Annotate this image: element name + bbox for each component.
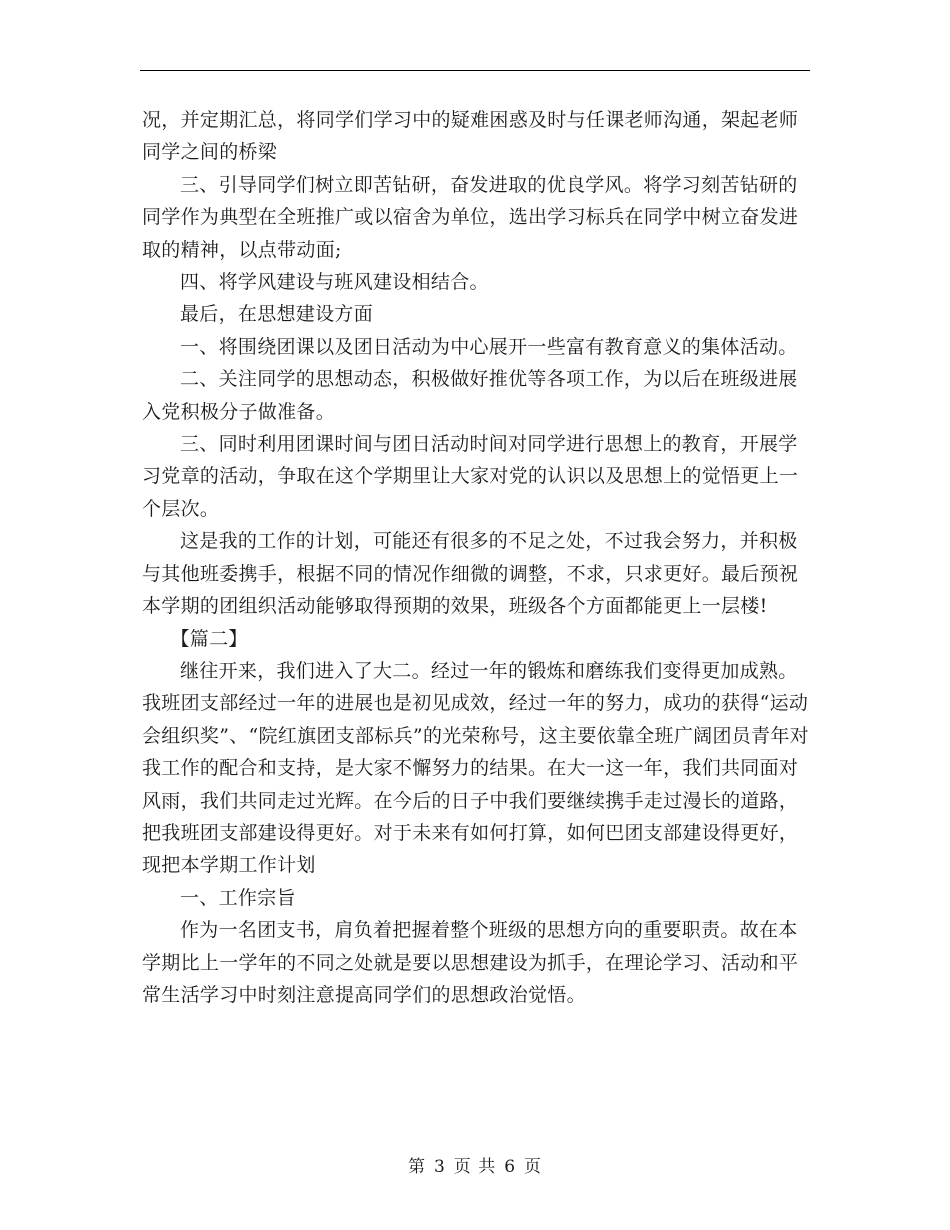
footer-page-number: 3 (433, 1157, 446, 1177)
paragraph: 二、关注同学的思想动态，积极做好推优等各项工作，为以后在班级进展入党积极分子做准备。 (142, 368, 798, 423)
paragraph: 这是我的工作的计划，可能还有很多的不足之处，不过我会努力，并积极与其他班委携手，根据不同的情况作细微的调整，不求，只求更好。最后预祝本学期的团组织活动能够取得预期的效果，班级各个方面都能更上一层楼! (142, 530, 799, 618)
document-body (142, 104, 814, 1011)
paragraph: 一、将围绕团课以及团日活动为中心展开一些富有教育意义的集体活动。 (180, 335, 798, 358)
footer-total-pages: 6 (504, 1157, 517, 1177)
header-rule (140, 70, 810, 71)
paragraph: 作为一名团支书，肩负着把握着整个班级的思想方向的重要职责。故在本学期比上一学年的不同之处就是要以思想建设为抓手，在理论学习、活动和平常生活学习中时刻注意提高同学们的思想政治觉悟。 (142, 919, 799, 1006)
page-footer (0, 1152, 950, 1177)
paragraph: 一、工作宗旨 (180, 886, 296, 909)
paragraph: 继往开来，我们进入了大二。经过一年的锻炼和磨练我们变得更加成熟。我班团支部经过一年的进展也是初见成效，经过一年的努力，成功的获得“运动会组织奖”、“院红旗团支部标兵”的光荣称号，这主要依靠全班广阔团员青年对我工作的配合和支持，是大家不懈努力的结果。在大一这一年，我们共同面对风雨，我们共同走过光辉。在今后的日子中我们要继续携手走过漫长的道路，把我班团支部建设得更好。对于未来有如何打算，如何巴团支部建设得更好，现把本学期工作计划 (142, 659, 809, 877)
footer-middle: 页 共 (453, 1157, 497, 1177)
footer-prefix: 第 (407, 1157, 426, 1177)
paragraph: 三、同时利用团课时间与团日活动时间对同学进行思想上的教育，开展学习党章的活动，争取在这个学期里让大家对党的认识以及思想上的觉悟更上一个层次。 (142, 433, 799, 520)
paragraph: 三、引导同学们树立即苦钻研，奋发进取的优良学风。将学习刻苦钻研的同学作为典型在全班推广或以宿舍为单位，选出学习标兵在同学中树立奋发进取的精神，以点带动面; (142, 173, 799, 261)
paragraph: 况，并定期汇总，将同学们学习中的疑难困惑及时与任课老师沟通，架起老师同学之间的桥梁 (142, 109, 799, 164)
footer-suffix: 页 (524, 1157, 543, 1177)
paragraph: 最后，在思想建设方面 (180, 303, 374, 326)
paragraph: 四、将学风建设与班风建设相结合。 (180, 271, 489, 294)
paragraph: 【篇二】 (170, 627, 248, 650)
